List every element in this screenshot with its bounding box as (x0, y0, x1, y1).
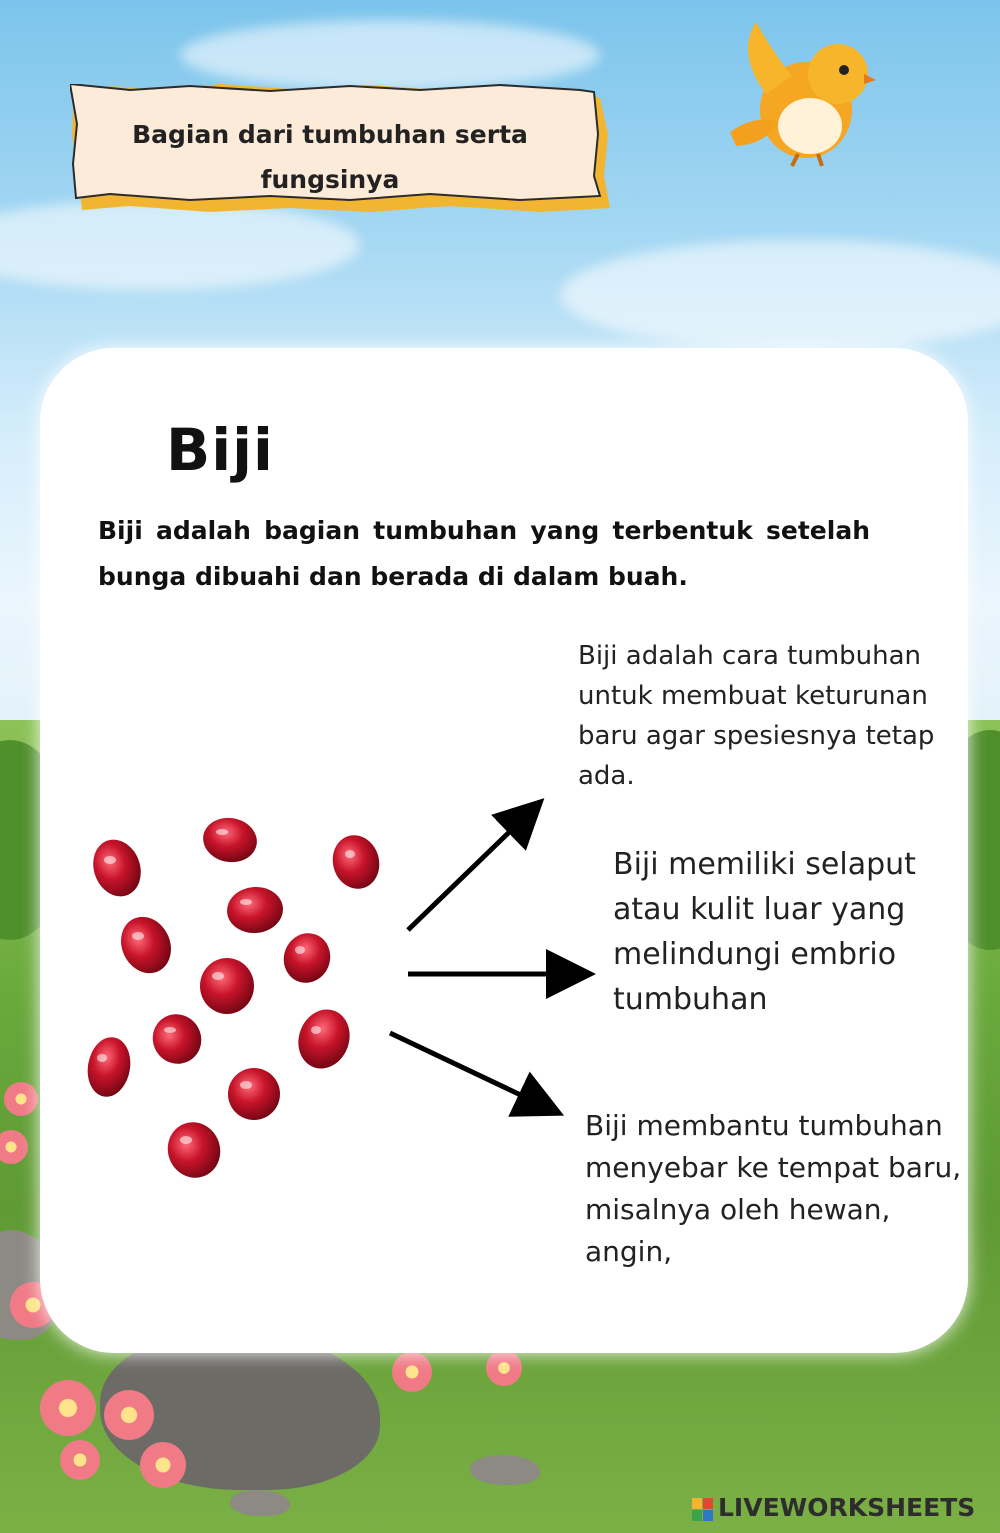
arrows (380, 780, 620, 1120)
flower-icon (40, 1380, 96, 1436)
note-seed-coat: Biji memiliki selaput atau kulit luar yang melindungi embrio tumbuhan (613, 847, 916, 1017)
pomegranate-seed-icon (83, 814, 385, 1186)
flower-icon (392, 1352, 432, 1392)
flower-icon (486, 1350, 522, 1386)
note-offspring: Biji adalah cara tumbuhan untuk membuat keturunan baru agar spesiesnya tetap ada. (578, 641, 935, 791)
arrow-down (390, 1033, 546, 1107)
section-heading: Biji (166, 416, 274, 484)
cloud (180, 20, 600, 90)
intro-paragraph: Biji adalah bagian tumbuhan yang terbentuk setelah bunga dibuahi dan berada di dalam buah. (98, 516, 870, 591)
page-title: Bagian dari tumbuhan serta fungsinya (132, 120, 528, 194)
liveworksheets-logo-icon (692, 1498, 714, 1522)
brand-name: LIVEWORKSHEETS (718, 1493, 976, 1522)
pomegranate-seeds-illustration (80, 810, 400, 1190)
yellow-bird-icon (726, 14, 876, 169)
flower-icon (4, 1082, 38, 1116)
flower-icon (140, 1442, 186, 1488)
flower-icon (0, 1130, 28, 1164)
note-dispersal: Biji membantu tumbuhan menyebar ke tempat baru, misalnya oleh hewan, angin, (585, 1109, 962, 1268)
rock (230, 1490, 290, 1516)
arrow-up (408, 812, 530, 930)
flower-icon (104, 1390, 154, 1440)
flower-icon (60, 1440, 100, 1480)
rock (470, 1455, 540, 1485)
